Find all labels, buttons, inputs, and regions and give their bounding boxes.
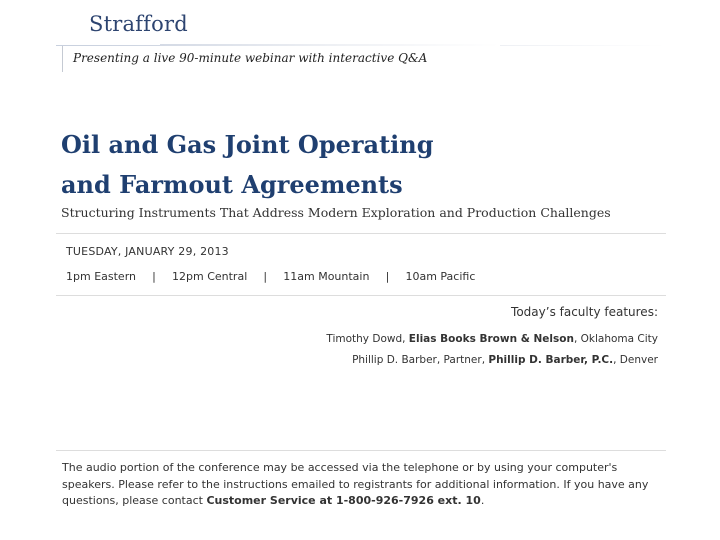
time-eastern: 1pm Eastern: [66, 270, 136, 283]
webinar-subtitle: Structuring Instruments That Address Modern Exploration and Production Challenges: [61, 205, 611, 220]
faculty-member: [326, 333, 658, 345]
faculty-location: , Denver: [613, 354, 658, 366]
time-mountain: 11am Mountain: [283, 270, 370, 283]
event-times: [66, 270, 475, 283]
divider-bottom: [56, 450, 666, 451]
audio-instructions-end: .: [480, 494, 485, 507]
time-pacific: 10am Pacific: [405, 270, 476, 283]
divider-top: [56, 233, 666, 234]
faculty-location: , Oklahoma City: [573, 333, 658, 345]
customer-service-contact: Customer Service at 1-800-926-7926 ext. 10: [206, 494, 481, 507]
webinar-title: [61, 125, 434, 205]
faculty-name: Timothy Dowd,: [326, 333, 409, 345]
time-separator: |: [152, 270, 156, 283]
header-rule-accent: [160, 44, 500, 46]
event-date: TUESDAY, JANUARY 29, 2013: [66, 245, 229, 258]
tagline: Presenting a live 90-minute webinar with interactive Q&A: [73, 51, 428, 65]
audio-instructions: [62, 460, 662, 510]
divider-middle: [56, 295, 666, 296]
faculty-name: Phillip D. Barber, Partner,: [352, 354, 489, 366]
title-line-1: Oil and Gas Joint Operating: [61, 130, 434, 159]
audio-instructions-text: The audio portion of the conference may be accessed via the telephone or by using your computer's speakers. Please refer to the instructions emailed to registrants for additional information. If you have any questions, please contact: [62, 461, 649, 507]
time-separator: |: [263, 270, 268, 283]
time-separator: |: [385, 270, 390, 283]
title-line-2: and Farmout Agreements: [61, 170, 403, 199]
time-central: 12pm Central: [172, 270, 248, 283]
strafford-logo: Strafford: [89, 12, 188, 36]
faculty-member: [352, 354, 658, 366]
header-vertical-rule: [62, 46, 63, 72]
faculty-heading: Today’s faculty features:: [511, 305, 658, 319]
faculty-firm: Elias Books Brown & Nelson: [408, 333, 574, 345]
faculty-firm: Phillip D. Barber, P.C.: [488, 354, 614, 366]
